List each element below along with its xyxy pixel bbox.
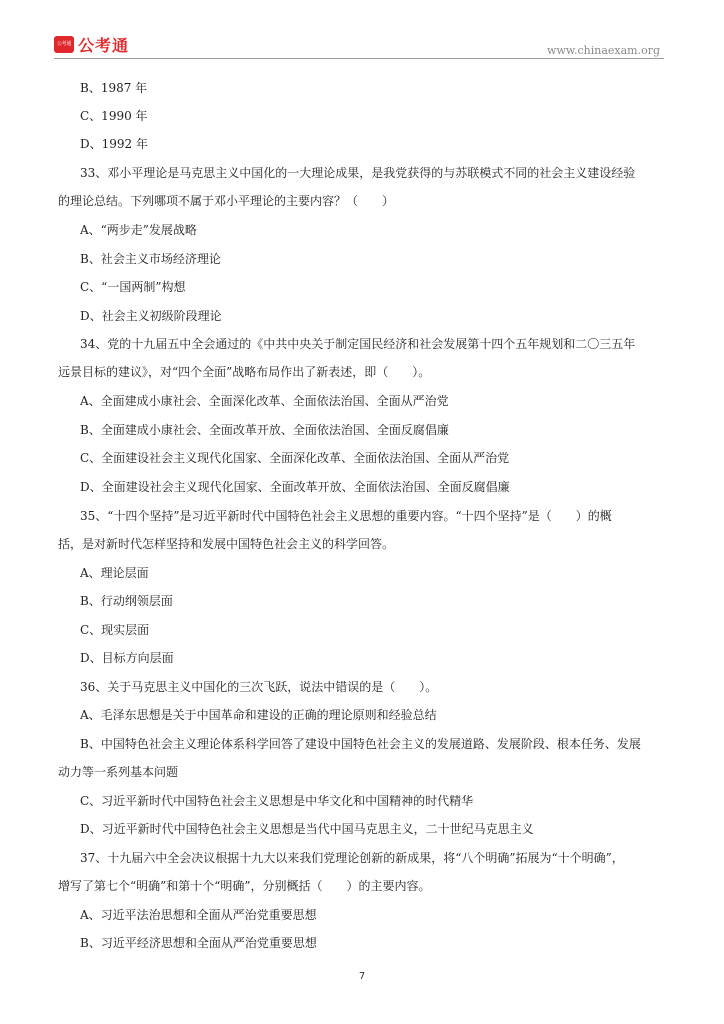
page-number: 7 bbox=[358, 971, 366, 982]
option-line: B、行动纲领层面 bbox=[80, 594, 173, 608]
option-line: B、1987 年 bbox=[80, 81, 148, 95]
header-divider bbox=[54, 58, 664, 59]
option-line: D、目标方向层面 bbox=[80, 651, 174, 665]
option-line: A、全面建成小康社会、全面深化改革、全面依法治国、全面从严治党 bbox=[80, 394, 449, 408]
question-37-text-cont: 增写了第七个“明确”和第十个“明确”，分别概括（ ）的主要内容。 bbox=[58, 879, 431, 893]
option-line: B、社会主义市场经济理论 bbox=[80, 252, 221, 266]
question-34-text-cont: 远景目标的建议》，对“四个全面”战略布局作出了新表述，即（ ）。 bbox=[58, 365, 431, 379]
option-line: B、中国特色社会主义理论体系科学回答了建设中国特色社会主义的发展道路、发展阶段、根本任务、发展 bbox=[80, 737, 641, 751]
option-line: C、现实层面 bbox=[80, 623, 150, 637]
question-34-text: 34、党的十九届五中全会通过的《中共中央关于制定国民经济和社会发展第十四个五年规划和二〇三五年 bbox=[80, 337, 636, 351]
question-37-text: 37、十九届六中全会决议根据十九大以来我们党理论创新的新成果，将“八个明确”拓展为“十个明确”， bbox=[80, 851, 624, 865]
brand-logo bbox=[54, 34, 129, 54]
option-line: C、“一国两制”构想 bbox=[80, 280, 186, 294]
question-35-text-cont: 括，是对新时代怎样坚持和发展中国特色社会主义的科学回答。 bbox=[58, 537, 395, 551]
logo-badge-icon: 公考通 bbox=[54, 36, 74, 53]
option-line: A、毛泽东思想是关于中国革命和建设的正确的理论原则和经验总结 bbox=[80, 708, 437, 722]
logo-text: 公考通 bbox=[78, 35, 130, 55]
option-line: C、1990 年 bbox=[80, 109, 148, 123]
option-line: D、1992 年 bbox=[80, 137, 148, 151]
option-line: A、理论层面 bbox=[80, 566, 149, 580]
question-35-text: 35、“十四个坚持”是习近平新时代中国特色社会主义思想的重要内容。“十四个坚持”是（ ）的概 bbox=[80, 509, 612, 523]
option-line: D、全面建设社会主义现代化国家、全面改革开放、全面依法治国、全面反腐倡廉 bbox=[80, 480, 510, 494]
option-line: C、习近平新时代中国特色社会主义思想是中华文化和中国精神的时代精华 bbox=[80, 794, 474, 808]
option-line: B、习近平经济思想和全面从严治党重要思想 bbox=[80, 936, 317, 950]
option-line: A、“两步走”发展战略 bbox=[80, 223, 197, 237]
option-line: C、全面建设社会主义现代化国家、全面深化改革、全面依法治国、全面从严治党 bbox=[80, 451, 510, 465]
question-36-text: 36、关于马克思主义中国化的三次飞跃，说法中错误的是（ ）。 bbox=[80, 680, 438, 694]
question-33-text-cont: 的理论总结。下列哪项不属于邓小平理论的主要内容？（ ） bbox=[58, 194, 395, 208]
question-33-text: 33、邓小平理论是马克思主义中国化的一大理论成果，是我党获得的与苏联模式不同的社会主义建设经验 bbox=[80, 166, 636, 180]
page-header bbox=[0, 0, 724, 62]
option-line: B、全面建成小康社会、全面改革开放、全面依法治国、全面反腐倡廉 bbox=[80, 423, 449, 437]
option-line: A、习近平法治思想和全面从严治党重要思想 bbox=[80, 908, 317, 922]
option-line: D、习近平新时代中国特色社会主义思想是当代中国马克思主义，二十世纪马克思主义 bbox=[80, 822, 534, 836]
option-line: D、社会主义初级阶段理论 bbox=[80, 309, 222, 323]
option-line-cont: 动力等一系列基本问题 bbox=[58, 765, 179, 779]
site-url: www.chinaexam.org bbox=[547, 44, 660, 57]
